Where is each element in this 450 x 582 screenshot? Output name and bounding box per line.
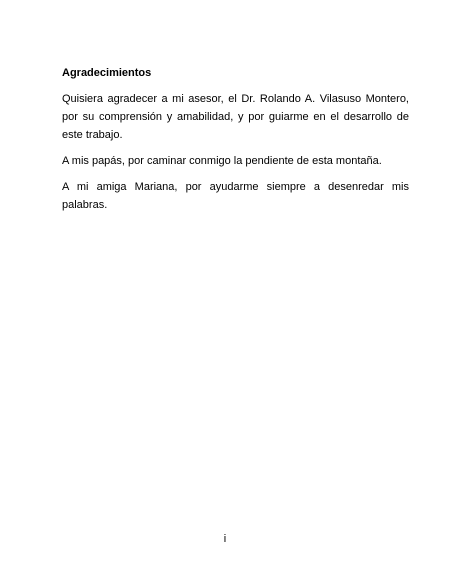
- page-content: [62, 64, 409, 222]
- paragraph-friend: A mi amiga Mariana, por ayudarme siempre a desenredar mis palabras.: [62, 181, 409, 211]
- page-number: i: [223, 533, 227, 545]
- page-title: Agradecimientos: [62, 67, 152, 79]
- paragraph-parents: A mis papás, por caminar conmigo la pendiente de esta montaña.: [62, 155, 382, 167]
- paragraph-advisor: Quisiera agradecer a mi asesor, el Dr. Rolando A. Vilasuso Montero, por su comprensión y amabilidad, y por guiarme en el desarrollo de este trabajo.: [62, 93, 409, 141]
